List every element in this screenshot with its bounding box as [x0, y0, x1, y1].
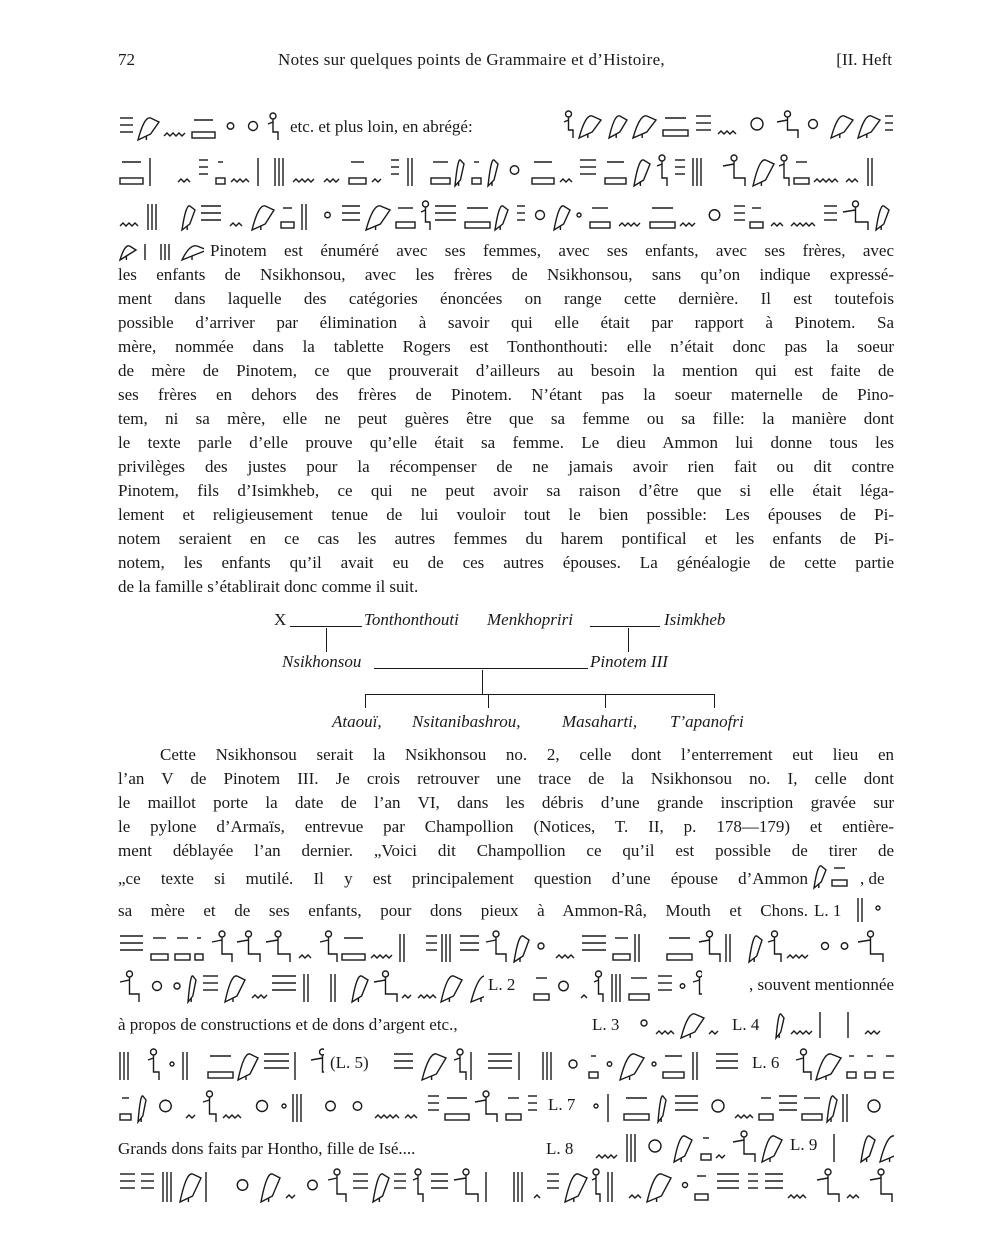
label-l4: L. 4: [732, 1015, 760, 1034]
genealogy-children-bar: [365, 694, 715, 695]
genealogy-child-3: Masaharti,: [562, 712, 638, 731]
genealogy-line-x: [290, 626, 362, 627]
para1-line-13: notem seraient en ce cas les autres femmes du harem pontifical et les enfants de Pi-: [118, 529, 894, 548]
hieroglyph-row-l4b: [118, 1044, 324, 1084]
running-title: Notes sur quelques points de Grammaire et d’Histoire,: [278, 50, 665, 69]
hieroglyph-row-l6a: [794, 1044, 894, 1084]
genealogy-diagram: [118, 606, 894, 736]
label-l2: L. 2: [488, 975, 516, 994]
para1-line-1: Pinotem est énuméré avec ses femmes, avec ses enfants, avec ses frères, avec: [210, 241, 894, 260]
genealogy-mother: Tonthonthouti: [364, 610, 459, 629]
label-l5: (L. 5): [330, 1053, 369, 1072]
hieroglyph-row-l1: [118, 926, 894, 966]
genealogy-vline-children: [482, 670, 483, 694]
genealogy-child-2: Nsitanibashrou,: [412, 712, 521, 731]
genealogy-tick-1: [365, 694, 366, 708]
hieroglyph-row-l2b: [532, 966, 702, 1006]
genealogy-child-1: Ataouï,: [332, 712, 382, 731]
para2-line-6: „ce texte si mutilé. Il y est principalement question d’une épouse d’Ammon: [118, 869, 808, 888]
hieroglyph-ammon: [812, 856, 856, 892]
para2-line-7: sa mère et de ses enfants, pour dons pieux à Ammon-Râ, Mouth et Chons.: [118, 901, 808, 920]
genealogy-child-4: T’apanofri: [670, 712, 744, 731]
para1-line-6: de mère de Pinotem, ce que prouverait d’ailleurs au besoin la mention qui est faite de: [118, 361, 894, 380]
para2-line-1: Cette Nsikhonsou serait la Nsikhonsou no. 2, celle dont l’enterrement eut lieu en: [160, 745, 894, 764]
hieroglyph-row-l9b: [118, 1164, 894, 1206]
hieroglyph-row-l3: [636, 1004, 728, 1042]
para1-line-5: mère, nommée dans la tablette Rogers est Tonthonthouti: elle n’était donc pas la soeur: [118, 337, 894, 356]
para1-line-14: notem, les enfants qu’il avait eu de ces autres épouses. La généalogie de cette partie: [118, 553, 894, 572]
genealogy-husband: Pinotem III: [590, 652, 668, 671]
genealogy-wife: Nsikhonsou: [282, 652, 362, 671]
para2-l2-text: , souvent mentionnée: [749, 975, 894, 994]
genealogy-line-couple: [374, 668, 588, 669]
hieroglyph-row-1a: [118, 108, 288, 144]
genealogy-tick-2: [488, 694, 489, 708]
para1-line-12: lement et religieusement tenue de lui vouloir tout le bien possible: Les épouses de Pi-: [118, 505, 894, 524]
running-header: [118, 50, 892, 74]
hieroglyph-row-l4a: [774, 1004, 894, 1042]
para2-line-5: ment déblayée l’an dernier. „Voici dit Champollion ce qu’il est possible de tirer de: [118, 841, 894, 860]
para2-l3-text: à propos de constructions et de dons d’argent etc.,: [118, 1015, 458, 1034]
label-l8: L. 8: [546, 1139, 574, 1158]
para1-line-11: Pinotem, fils d’Isimkheb, ce qui ne peut avoir sa raison d’être que si elle était léga-: [118, 481, 894, 500]
hieroglyph-row-l9a: [832, 1126, 894, 1166]
para1-line-2: les enfants de Nsikhonsou, avec les frères de Nsikhonsou, sans qu’on indique expressé-: [118, 265, 894, 284]
para2-line-3: le maillot porte la date de l’an VI, dans les débris d’une grande inscription gravée sur: [118, 793, 894, 812]
running-part: [II. Heft: [836, 50, 892, 69]
hieroglyph-row-l8: [594, 1126, 784, 1166]
para2-line-2: l’an V de Pinotem III. Je crois retrouver une trace de la Nsikhonsou no. I, celle dont: [118, 769, 894, 788]
label-l1: L. 1: [814, 901, 842, 920]
para1-line-8: tem, ni sa mère, elle ne peut guères être que sa femme ou sa fille: la manière dont: [118, 409, 894, 428]
para1-line-7: ses frères en dehors des frères de Pinotem. N’étant pas la soeur maternelle de Pino-: [118, 385, 894, 404]
genealogy-vline-x: [326, 628, 327, 652]
genealogy-x: X: [274, 610, 287, 629]
hieroglyph-row-2: [118, 150, 894, 190]
hieroglyph-row-l6b: [118, 1086, 538, 1126]
para2-l8-text: Grands dons faits par Hontho, fille de Isé....: [118, 1139, 416, 1158]
label-l9: L. 9: [790, 1135, 818, 1154]
hieroglyph-row-l7: [590, 1086, 894, 1126]
genealogy-vline-pinotem: [628, 628, 629, 652]
para1-line-4: possible d’arriver par élimination à savoir qui elle était par rapport à Pinotem. Sa: [118, 313, 894, 332]
label-l7: L. 7: [548, 1095, 576, 1114]
para1-line-10: privilèges des justes pour la récompenser de ne jamais avoir rien fait ou dit contre: [118, 457, 894, 476]
genealogy-father: Menkhopriri: [487, 610, 573, 629]
hieroglyph-row-3: [118, 196, 894, 234]
para2-line-6-end: , de: [860, 869, 885, 888]
hieroglyph-l1-start: [856, 890, 894, 926]
para1-line-9: le texte parle d’elle prouve qu’elle était sa femme. Le dieu Ammon lui donne tous les: [118, 433, 894, 452]
page-number: 72: [118, 50, 135, 69]
hieroglyph-inline-start: [118, 236, 204, 264]
hieroglyph-row-1b: [562, 106, 894, 142]
genealogy-tick-4: [714, 694, 715, 708]
label-l3: L. 3: [592, 1015, 620, 1034]
para1-line-3: ment dans laquelle des catégories énoncées on range cette dernière. Il est toutefois: [118, 289, 894, 308]
genealogy-grandmother: Isimkheb: [664, 610, 726, 629]
para1-line0-text: etc. et plus loin, en abrégé:: [290, 117, 473, 136]
label-l6: L. 6: [752, 1053, 780, 1072]
hieroglyph-row-l2a: [118, 966, 484, 1006]
genealogy-tick-3: [605, 694, 606, 708]
genealogy-line-parents: [590, 626, 660, 627]
hieroglyph-row-l5: [392, 1044, 744, 1084]
para2-line-4: le pylone d’Armaïs, entrevue par Champollion (Notices, T. II, p. 178—179) et entière-: [118, 817, 894, 836]
para1-line-15: de la famille s’établirait donc comme il suit.: [118, 577, 419, 596]
